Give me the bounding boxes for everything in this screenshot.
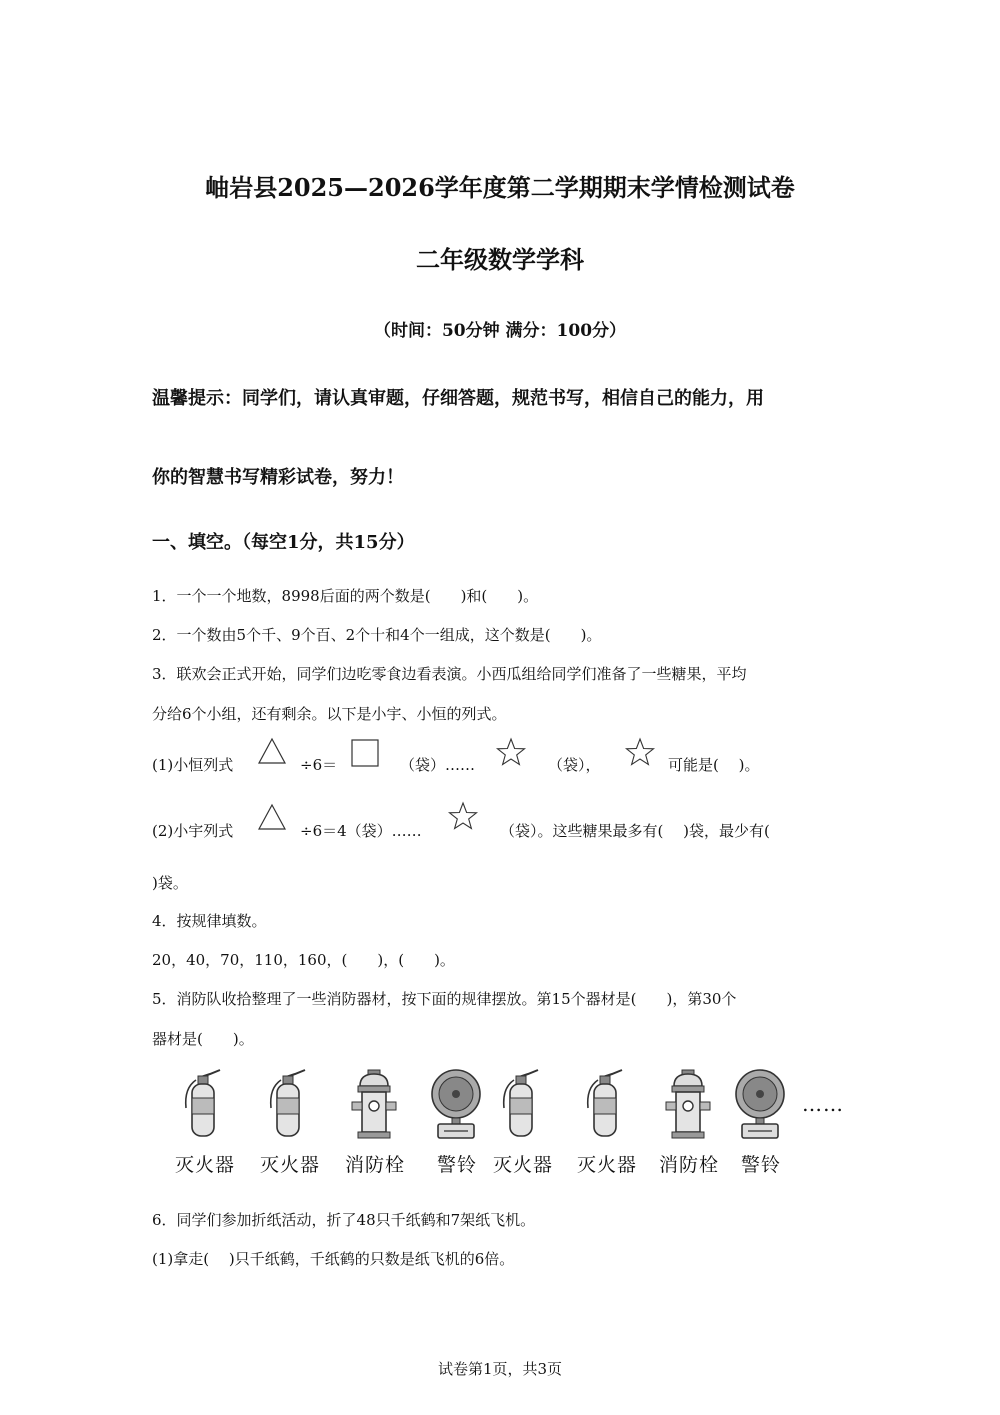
question-6-1: (1)拿走( )只千纸鹤，千纸鹤的只数是纸飞机的6倍。 <box>152 1250 515 1268</box>
question-1: 1．一个一个地数，8998后面的两个数是( )和( )。 <box>152 587 539 605</box>
hydrant-icon <box>346 1068 402 1140</box>
equipment-label: 灭火器 <box>576 1154 637 1176</box>
triangle-icon <box>257 737 287 765</box>
equipment-item <box>170 1068 240 1178</box>
star-icon <box>495 737 527 767</box>
hydrant-icon <box>660 1068 716 1140</box>
extinguisher-icon <box>176 1068 232 1140</box>
question-2: 2．一个数由5个千、9个百、2个十和4个一组成，这个数是( )。 <box>152 626 602 644</box>
equipment-item <box>488 1068 558 1178</box>
exam-title: 岫岩县2025—2026学年度第二学期期末学情检测试卷 <box>205 173 795 202</box>
fire-equipment-figure <box>170 1068 860 1178</box>
question-4: 4．按规律填数。 <box>152 912 267 930</box>
question-3-1-end: 可能是( )。 <box>668 756 760 774</box>
equipment-label: 消防栓 <box>658 1154 719 1176</box>
equipment-label: 灭火器 <box>259 1154 320 1176</box>
question-3-1-bag2: （袋）， <box>548 756 601 774</box>
square-icon <box>350 738 380 768</box>
question-3-2-prefix: (2)小宇列式 <box>152 822 234 840</box>
equipment-label: 灭火器 <box>174 1154 235 1176</box>
question-3-2-div: ÷6＝4（袋）…… <box>300 822 422 840</box>
page-footer: 试卷第1页，共3页 <box>437 1360 563 1378</box>
equipment-label: 警铃 <box>740 1154 781 1176</box>
question-3-1-div: ÷6＝ <box>300 756 338 774</box>
equipment-label: 消防栓 <box>344 1154 405 1176</box>
extinguisher-icon <box>578 1068 634 1140</box>
equipment-item <box>726 1068 796 1178</box>
bell-icon <box>732 1068 788 1140</box>
question-3-1-prefix: (1)小恒列式 <box>152 756 234 774</box>
ellipsis: …… <box>802 1092 844 1116</box>
question-4-sequence: 20，40，70，110，160，( )，( )。 <box>152 951 455 969</box>
star-icon <box>447 801 479 831</box>
question-3-2-end: （袋）。这些糖果最多有( )袋，最少有( <box>500 822 770 840</box>
question-5-line-1: 5．消防队收拾整理了一些消防器材，按下面的规律摆放。第15个器材是( )，第30个 <box>152 990 737 1008</box>
tip-line-1: 温馨提示：同学们，请认真审题，仔细答题，规范书写，相信自己的能力，用 <box>152 388 764 409</box>
extinguisher-icon <box>494 1068 550 1140</box>
extinguisher-icon <box>261 1068 317 1140</box>
exam-subtitle: 二年级数学学科 <box>416 245 584 274</box>
section-1-heading: 一、填空。（每空1分，共15分） <box>152 532 415 553</box>
equipment-item <box>340 1068 410 1178</box>
equipment-item <box>255 1068 325 1178</box>
question-3-line-2: 分给6个小组，还有剩余。以下是小宇、小恒的列式。 <box>152 705 507 723</box>
tip-line-2: 你的智慧书写精彩试卷，努力！ <box>152 467 404 488</box>
equipment-label: 灭火器 <box>492 1154 553 1176</box>
equipment-item <box>654 1068 724 1178</box>
question-6: 6．同学们参加折纸活动，折了48只千纸鹤和7架纸飞机。 <box>152 1211 536 1229</box>
triangle-icon <box>257 803 287 831</box>
star-icon <box>624 737 656 767</box>
equipment-label: 警铃 <box>436 1154 477 1176</box>
exam-time: （时间：50分钟 满分：100分） <box>373 321 627 341</box>
bell-icon <box>428 1068 484 1140</box>
question-3-line-1: 3．联欢会正式开始，同学们边吃零食边看表演。小西瓜组给同学们准备了一些糖果，平均 <box>152 665 747 683</box>
question-3-2-cont: )袋。 <box>152 874 188 892</box>
question-3-1-bag: （袋）…… <box>400 756 476 774</box>
question-5-line-2: 器材是( )。 <box>152 1030 254 1048</box>
equipment-item <box>572 1068 642 1178</box>
